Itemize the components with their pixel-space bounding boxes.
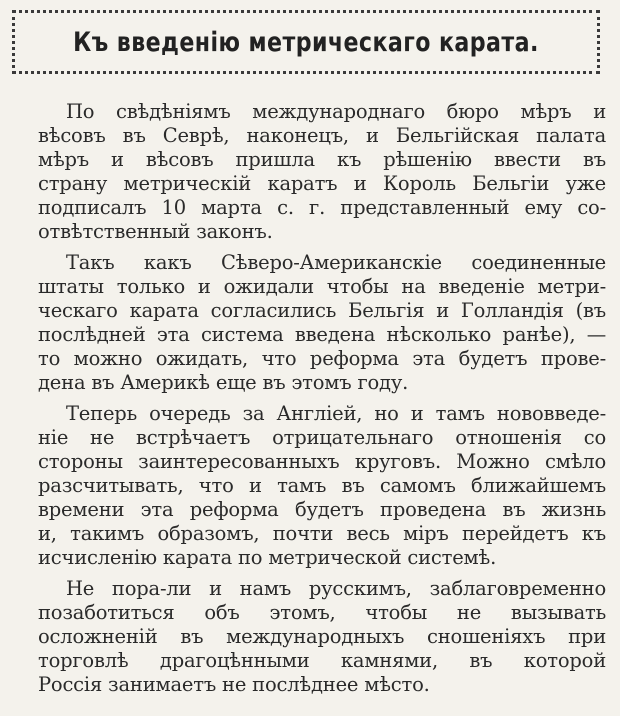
text-line: осложненій въ международныхъ сношеніяхъ при (38, 625, 606, 648)
text-line: Теперь очередь за Англіей, но и тамъ нововведе- (66, 402, 606, 425)
article-title: Къ введенію метрическаго карата. (73, 26, 539, 58)
text-line: вѣсовъ въ Севрѣ, наконецъ, и Бельгійская палата (38, 124, 606, 147)
text-line: стороны заинтересованныхъ круговъ. Можно смѣло (38, 450, 606, 473)
text-line: послѣдней эта система введена нѣсколько ранѣе), — (38, 323, 606, 346)
text-line: отвѣтственный законъ. (38, 220, 273, 243)
text-line: подписалъ 10 марта с. г. представленный ему со- (38, 196, 606, 219)
text-line: то можно ожидать, что реформа эта будетъ прове- (38, 347, 606, 370)
paragraph-4 (38, 577, 606, 697)
text-line: штаты только и ожидали чтобы на введеніе метри- (38, 275, 606, 298)
paragraph-2 (38, 251, 606, 395)
text-line: ческаго карата согласились Бельгія и Голландія (въ (38, 299, 606, 322)
paragraph-3 (38, 402, 606, 570)
text-line: времени эта реформа будетъ проведена въ жизнь (38, 498, 606, 521)
text-line: По свѣдѣніямъ международнаго бюро мѣръ и (66, 100, 606, 123)
text-line: страну метрическій каратъ и Король Бельгіи уже (38, 172, 606, 195)
text-line: Россія занимаетъ не послѣднее мѣсто. (38, 673, 430, 696)
text-line: разсчитывать, что и тамъ въ самомъ ближайшемъ (38, 474, 606, 497)
text-line: позаботиться объ этомъ, чтобы не вызывать (38, 601, 606, 624)
text-line: дена въ Америкѣ еще въ этомъ году. (38, 371, 409, 394)
text-line: Не пора-ли и намъ русскимъ, заблаговременно (66, 577, 606, 600)
title-frame (12, 10, 600, 74)
text-line: исчисленію карата по метрической системѣ. (38, 546, 497, 569)
article-body (38, 100, 606, 704)
text-line: Такъ какъ Сѣверо-Американскіе соединенные (66, 251, 606, 274)
text-line: ніе не встрѣчаетъ отрицательнаго отношенія со (38, 426, 606, 449)
text-line: и, такимъ образомъ, почти весь міръ перейдетъ къ (38, 522, 606, 545)
paragraph-1 (38, 100, 606, 244)
text-line: торговлѣ драгоцѣнными камнями, въ которой (38, 649, 606, 672)
text-line: мѣръ и вѣсовъ пришла къ рѣшенію ввести въ (38, 148, 606, 171)
